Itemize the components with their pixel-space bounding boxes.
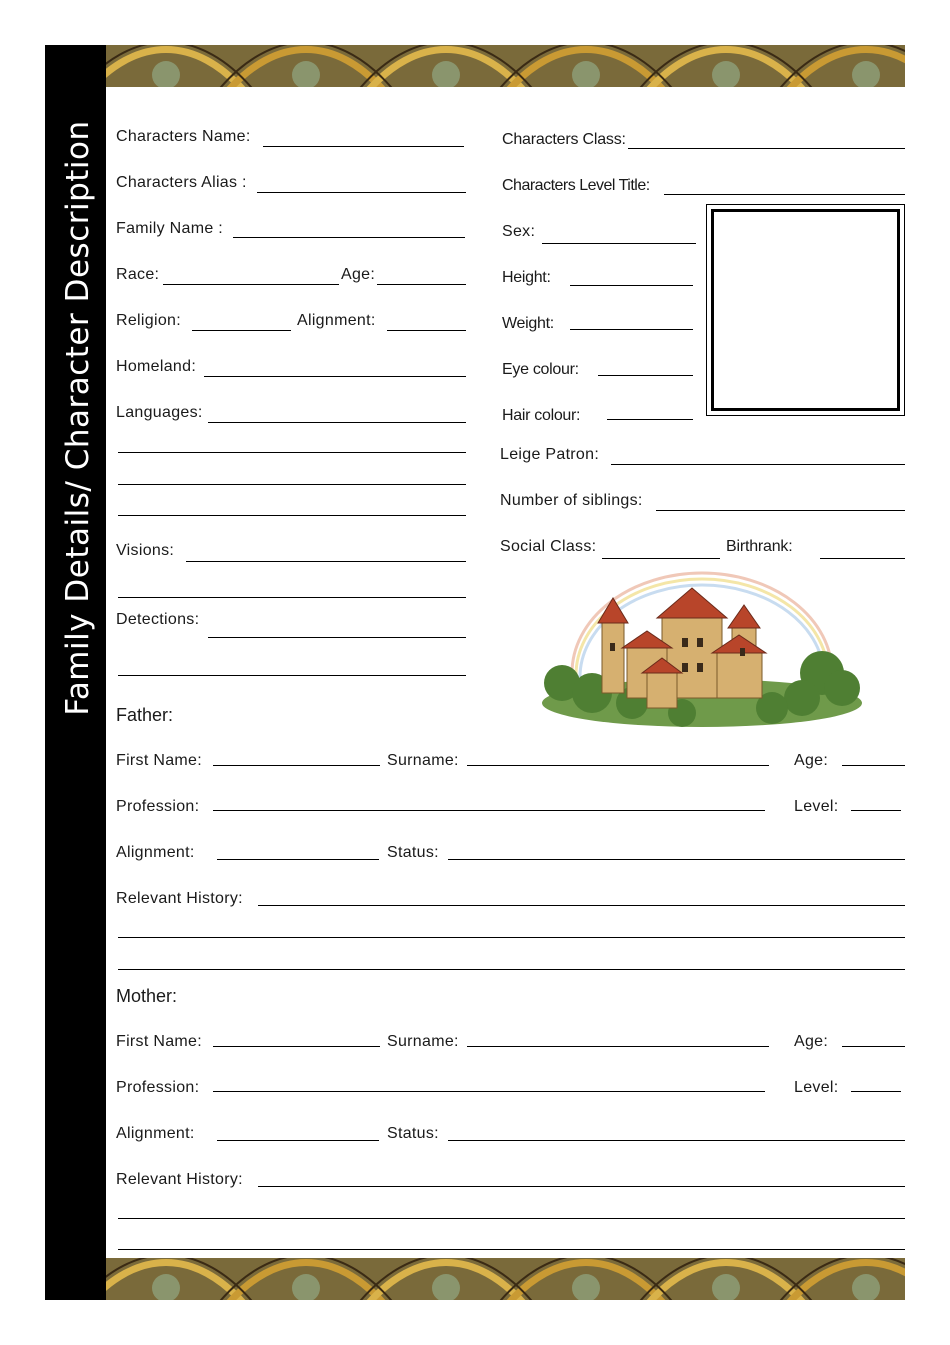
languages-line-2[interactable] [118, 452, 466, 453]
mother-surname-line[interactable] [467, 1046, 769, 1047]
father-status-label: Status: [387, 844, 439, 861]
mother-status-label: Status: [387, 1125, 439, 1142]
sex-label: Sex: [502, 223, 536, 240]
mother-history-label: Relevant History: [116, 1171, 243, 1188]
characters-class-label: Characters Class: [502, 131, 626, 148]
social-class-label: Social Class: [500, 538, 597, 555]
eye-colour-line[interactable] [598, 375, 693, 376]
father-alignment-label: Alignment: [116, 844, 195, 861]
homeland-line[interactable] [204, 376, 466, 377]
mother-level-line[interactable] [851, 1091, 901, 1092]
top-banner [106, 45, 905, 87]
leige-patron-line[interactable] [611, 464, 905, 465]
portrait-frame[interactable] [706, 204, 905, 416]
bottom-banner [106, 1258, 905, 1300]
father-history-line-3[interactable] [118, 969, 905, 970]
map-banner-image [106, 1258, 905, 1300]
religion-line[interactable] [192, 330, 291, 331]
sidebar-title: Family Details/ Character Description [60, 120, 96, 716]
detections-line[interactable] [208, 637, 466, 638]
height-line[interactable] [570, 285, 693, 286]
mother-age-line[interactable] [842, 1046, 905, 1047]
homeland-label: Homeland: [116, 358, 197, 375]
alignment-label: Alignment: [297, 312, 376, 329]
father-history-line[interactable] [258, 905, 905, 906]
father-surname-line[interactable] [467, 765, 769, 766]
detections-label: Detections: [116, 611, 200, 628]
mother-alignment-line[interactable] [217, 1140, 379, 1141]
languages-label: Languages: [116, 404, 203, 421]
father-level-label: Level: [794, 798, 839, 815]
birthrank-label: Birthrank: [726, 538, 793, 555]
siblings-label: Number of siblings: [500, 492, 643, 509]
characters-level-title-label: Characters Level Title: [502, 177, 650, 194]
family-name-line[interactable] [233, 237, 465, 238]
age-line[interactable] [377, 284, 466, 285]
portrait-frame-inner [711, 209, 900, 411]
characters-level-title-line[interactable] [664, 194, 905, 195]
languages-line-4[interactable] [118, 515, 466, 516]
languages-line[interactable] [208, 422, 466, 423]
mother-alignment-label: Alignment: [116, 1125, 195, 1142]
mother-age-label: Age: [794, 1033, 829, 1050]
family-name-label: Family Name : [116, 220, 224, 237]
father-age-line[interactable] [842, 765, 905, 766]
mother-history-line[interactable] [258, 1186, 905, 1187]
siblings-line[interactable] [656, 510, 905, 511]
height-label: Height: [502, 269, 551, 286]
hair-colour-label: Hair colour: [502, 407, 581, 424]
birthrank-line[interactable] [820, 558, 905, 559]
mother-history-line-3[interactable] [118, 1249, 905, 1250]
social-class-line[interactable] [602, 558, 720, 559]
detections-line-2[interactable] [118, 675, 466, 676]
mother-first-name-label: First Name: [116, 1033, 202, 1050]
father-status-line[interactable] [448, 859, 905, 860]
father-heading: Father: [116, 705, 174, 725]
characters-class-line[interactable] [628, 148, 905, 149]
father-first-name-label: First Name: [116, 752, 202, 769]
father-surname-label: Surname: [387, 752, 459, 769]
mother-status-line[interactable] [448, 1140, 905, 1141]
characters-alias-label: Characters Alias : [116, 174, 247, 191]
visions-line[interactable] [186, 561, 466, 562]
visions-line-2[interactable] [118, 597, 466, 598]
hair-colour-line[interactable] [607, 419, 693, 420]
castle-illustration [532, 563, 870, 735]
characters-name-label: Characters Name: [116, 128, 251, 145]
mother-first-name-line[interactable] [213, 1046, 380, 1047]
visions-label: Visions: [116, 542, 175, 559]
father-level-line[interactable] [851, 810, 901, 811]
mother-surname-label: Surname: [387, 1033, 459, 1050]
mother-profession-line[interactable] [213, 1091, 765, 1092]
weight-line[interactable] [570, 329, 693, 330]
characters-name-line[interactable] [263, 146, 464, 147]
race-line[interactable] [163, 284, 339, 285]
sex-line[interactable] [542, 243, 696, 244]
race-label: Race: [116, 266, 160, 283]
map-banner-image [106, 45, 905, 87]
religion-label: Religion: [116, 312, 181, 329]
father-alignment-line[interactable] [217, 859, 379, 860]
mother-history-line-2[interactable] [118, 1218, 905, 1219]
father-first-name-line[interactable] [213, 765, 380, 766]
mother-heading: Mother: [116, 986, 178, 1006]
age-label: Age: [341, 266, 376, 283]
father-history-line-2[interactable] [118, 937, 905, 938]
father-profession-label: Profession: [116, 798, 200, 815]
alignment-line[interactable] [387, 330, 466, 331]
mother-profession-label: Profession: [116, 1079, 200, 1096]
castle-image [532, 563, 870, 735]
weight-label: Weight: [502, 315, 554, 332]
mother-level-label: Level: [794, 1079, 839, 1096]
leige-patron-label: Leige Patron: [500, 446, 600, 463]
father-profession-line[interactable] [213, 810, 765, 811]
father-age-label: Age: [794, 752, 829, 769]
father-history-label: Relevant History: [116, 890, 243, 907]
characters-alias-line[interactable] [257, 192, 466, 193]
languages-line-3[interactable] [118, 484, 466, 485]
eye-colour-label: Eye colour: [502, 361, 579, 378]
